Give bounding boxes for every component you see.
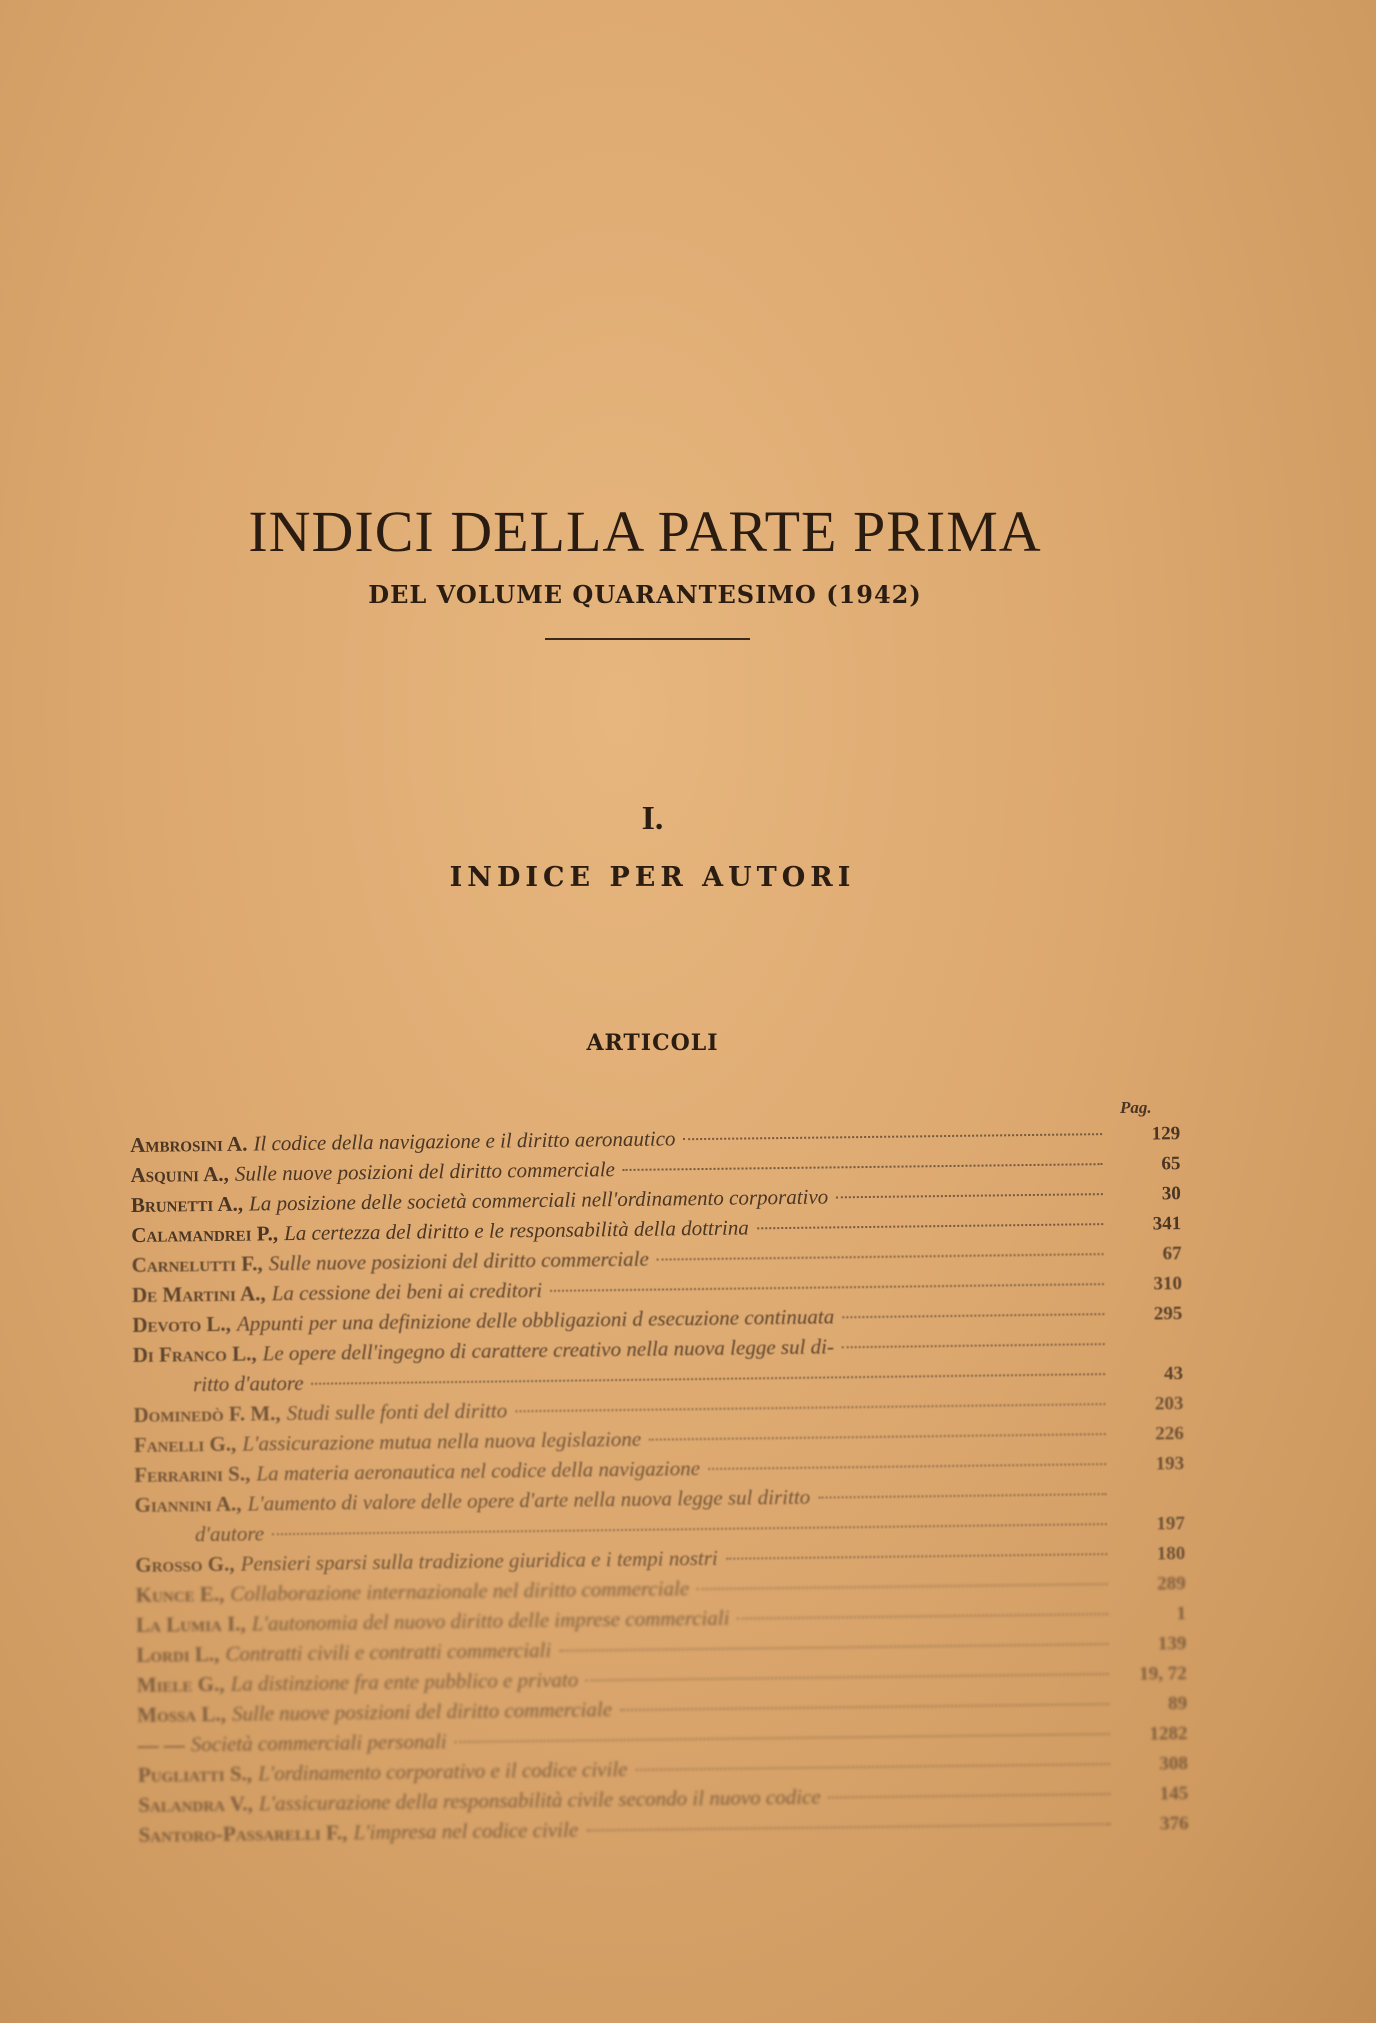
entry-title: L'impresa nel codice civile: [353, 1817, 579, 1845]
entry-author: La Lumia I.,: [135, 1611, 246, 1637]
entry-author: Mossa L.,: [137, 1701, 227, 1727]
entry-page: 226: [1155, 1423, 1184, 1445]
entry-page: 341: [1152, 1213, 1182, 1235]
entry-page: [1115, 1499, 1185, 1500]
entry-author: Grosso G.,: [135, 1551, 235, 1577]
entry-title: ritto d'autore: [192, 1370, 304, 1397]
dot-leader: [635, 1762, 1109, 1771]
entry-author: Lordi L.,: [136, 1641, 220, 1667]
entry-page: 89: [1167, 1693, 1188, 1715]
entry-page: 139: [1157, 1633, 1187, 1655]
entry-author: Miele G.,: [136, 1671, 225, 1697]
entry-author: Kunce E.,: [135, 1581, 225, 1607]
entry-title: La materia aeronautica nel codice della navigazione: [256, 1456, 701, 1486]
title-divider: [545, 638, 750, 640]
entry-title: L'ordinamento corporativo e il codice civile: [257, 1756, 628, 1786]
dot-leader: [620, 1702, 1109, 1711]
section-number: I.: [641, 800, 664, 837]
dot-leader: [312, 1372, 1106, 1385]
dot-leader: [757, 1222, 1103, 1229]
dot-leader: [649, 1432, 1106, 1441]
entry-title: Collaborazione internazionale nel diritto commerciale: [230, 1576, 690, 1606]
entry-page: 203: [1154, 1393, 1184, 1415]
entry-page: 193: [1155, 1453, 1185, 1475]
page-title: INDICI DELLA PARTE PRIMA: [248, 499, 1042, 564]
entry-title: Pensieri sparsi sulla tradizione giuridica e i tempi nostri: [240, 1545, 718, 1576]
entry-page: 308: [1159, 1753, 1188, 1775]
entry-title: L'assicurazione della responsabilità civile secondo il nuovo codice: [258, 1784, 821, 1816]
entry-page: [1113, 1349, 1183, 1350]
dot-leader: [697, 1582, 1108, 1590]
entry-page: 1282: [1149, 1723, 1188, 1745]
dot-leader: [842, 1312, 1104, 1318]
dot-leader: [657, 1252, 1104, 1260]
entry-page: 376: [1159, 1813, 1189, 1835]
entry-page: 310: [1153, 1273, 1183, 1295]
entry-author: Ambrosini A.: [130, 1131, 248, 1157]
entry-page: 145: [1159, 1783, 1189, 1805]
dot-leader: [550, 1282, 1104, 1292]
entry-author: Santoro-Passarelli F.,: [138, 1820, 348, 1847]
entry-page: 19, 72: [1139, 1663, 1187, 1685]
entry-title: Studi sulle fonti del diritto: [286, 1398, 508, 1426]
entry-author: Ferrarini S.,: [134, 1461, 251, 1487]
dot-leader: [708, 1462, 1106, 1470]
entry-title: Le opere dell'ingegno di carattere creativo nella nuova legge sul di-: [262, 1334, 835, 1366]
entry-page: 1: [1176, 1603, 1187, 1625]
entry-author: Fanelli G.,: [133, 1431, 237, 1457]
dot-leader: [829, 1792, 1111, 1798]
entry-title: d'autore: [194, 1521, 265, 1547]
entry-author: Brunetti A.,: [130, 1191, 244, 1217]
dot-leader: [836, 1192, 1103, 1198]
entry-title: La certezza del diritto e le responsabilità della dottrina: [283, 1215, 749, 1246]
dot-leader: [455, 1732, 1110, 1743]
entry-title: Il codice della navigazione e il diritto aeronautico: [253, 1126, 676, 1156]
dot-leader: [272, 1522, 1107, 1535]
entry-author: — —: [137, 1732, 185, 1757]
entry-author: Giannini A.,: [134, 1491, 242, 1517]
entry-title: L'autonomia del nuovo diritto delle imprese commerciali: [251, 1605, 730, 1636]
entry-page: 289: [1156, 1573, 1186, 1595]
subsection-title: ARTICOLI: [586, 1030, 719, 1056]
entry-page: 67: [1162, 1243, 1182, 1265]
entry-author: Carnelutti F.,: [131, 1251, 263, 1277]
entry-author: Salandra V.,: [138, 1791, 253, 1817]
entry-page: 43: [1163, 1363, 1184, 1385]
page-column-label: Pag.: [1120, 1098, 1152, 1117]
entry-title: Sulle nuove posizioni del diritto commerciale: [234, 1157, 616, 1186]
entry-author: Calamandrei P.,: [131, 1221, 279, 1247]
dot-leader: [737, 1612, 1108, 1620]
author-index-list: [130, 1117, 1189, 1850]
page-subtitle: DEL VOLUME QUARANTESIMO (1942): [368, 580, 922, 609]
entry-author: De Martini A.,: [131, 1281, 266, 1307]
entry-title: L'aumento di valore delle opere d'arte nella nuova legge sul diritto: [247, 1484, 811, 1516]
dot-leader: [623, 1162, 1103, 1171]
dot-leader: [842, 1342, 1105, 1348]
entry-author: Devoto L.,: [132, 1311, 232, 1337]
dot-leader: [586, 1822, 1110, 1831]
entry-page: 30: [1161, 1183, 1181, 1205]
entry-page: 65: [1161, 1153, 1181, 1175]
dot-leader: [515, 1402, 1105, 1412]
dot-leader: [818, 1492, 1106, 1499]
dot-leader: [683, 1132, 1102, 1140]
entry-page: 129: [1151, 1123, 1181, 1145]
entry-title: Sulle nuove posizioni del diritto commerciale: [231, 1697, 613, 1726]
entry-author: Pugliatti S.,: [137, 1761, 253, 1787]
entry-title: L'assicurazione mutua nella nuova legislazione: [242, 1426, 642, 1456]
entry-author: Asquini A.,: [130, 1161, 229, 1187]
entry-title: Contratti civili e contratti commerciali: [225, 1637, 552, 1666]
entry-page: 180: [1156, 1543, 1186, 1565]
entry-page: 295: [1153, 1303, 1183, 1325]
entry-author: Dominedò F. M.,: [133, 1401, 281, 1427]
entry-title: La cessione dei beni ai creditori: [271, 1277, 543, 1306]
dot-leader: [586, 1672, 1109, 1681]
dot-leader: [559, 1642, 1108, 1652]
entry-author: Di Franco L.,: [132, 1341, 257, 1367]
entry-title: Sulle nuove posizioni del diritto commerciale: [268, 1246, 649, 1276]
section-title: INDICE PER AUTORI: [449, 862, 856, 893]
entry-title: La distinzione fra ente pubblico e privato: [230, 1667, 579, 1696]
entry-page: 197: [1156, 1513, 1186, 1535]
entry-title: Appunti per una definizione delle obbligazioni d esecuzione continuata: [236, 1304, 835, 1336]
entry-title: La posizione delle società commerciali nell'ordinamento corporativo: [248, 1184, 829, 1216]
entry-title: Società commerciali personali: [190, 1729, 447, 1757]
dot-leader: [726, 1552, 1108, 1560]
